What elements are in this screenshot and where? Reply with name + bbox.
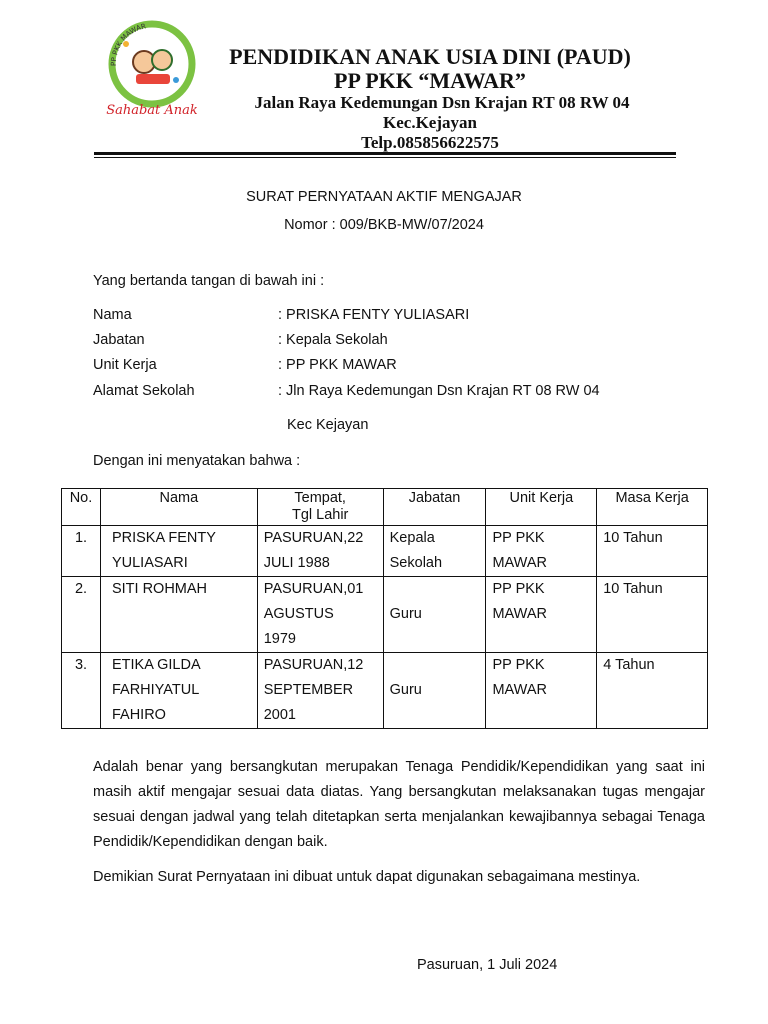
cell-ttl	[257, 653, 383, 729]
field-value-alamat: : Jln Raya Kedemungan Dsn Krajan RT 08 RW 04	[278, 383, 600, 399]
col-header-ttl-line1: Tempat,	[294, 490, 346, 506]
cell-nama-line: YULIASARI	[111, 555, 188, 571]
col-header-masa: Masa Kerja	[597, 489, 708, 526]
address-continuation: Kec Kejayan	[287, 417, 369, 433]
cell-jabatan-line: Sekolah	[389, 555, 443, 571]
col-header-no: No.	[62, 489, 101, 526]
logo-arc-text: PP PKK MAWAR	[109, 22, 147, 67]
letter-title: SURAT PERNYATAAN AKTIF MENGAJAR	[246, 189, 522, 205]
cell-masa: 10 Tahun	[597, 526, 708, 577]
cell-unit	[486, 653, 597, 729]
cell-jabatan	[383, 526, 486, 577]
cell-ttl-line: PASURUAN,12	[263, 657, 364, 673]
cell-ttl-line: 1979	[263, 631, 296, 647]
cell-unit	[486, 577, 597, 653]
col-header-nama: Nama	[100, 489, 257, 526]
header-phone: Telp.085856622575	[361, 133, 499, 152]
col-header-unit: Unit Kerja	[486, 489, 597, 526]
body-paragraph-1: Adalah benar yang bersangkutan merupakan Tenaga Pendidik/Kependidikan yang saat ini masih aktif mengajar sesuai data diatas. Yang bersangkutan melaksanakan tugas mengajar sesuai dengan jadwal yang telah ditetapkan serta menjalankan kewajibannya sebagai Tenaga Pendidik/Kependidikan dengan baik.	[93, 759, 705, 850]
field-label-jabatan: Jabatan	[93, 332, 145, 348]
cell-unit-line: MAWAR	[492, 555, 547, 571]
cell-unit-line: PP PKK	[492, 581, 545, 597]
cell-ttl-line: SEPTEMBER	[263, 682, 354, 698]
cell-ttl-line: AGUSTUS	[263, 606, 334, 622]
cell-masa: 10 Tahun	[597, 577, 708, 653]
header-rule-thick	[94, 152, 676, 155]
cell-unit	[486, 526, 597, 577]
cell-nama-line: SITI ROHMAH	[111, 581, 208, 597]
cell-no: 3.	[62, 653, 101, 729]
field-label-unit: Unit Kerja	[93, 357, 157, 373]
logo-caption: Sahabat Anak	[106, 103, 198, 118]
cell-jabatan: Guru	[383, 653, 486, 729]
cell-nama	[100, 653, 257, 729]
cell-unit-line: MAWAR	[492, 606, 547, 622]
cell-no: 1.	[62, 526, 101, 577]
field-value-unit: : PP PKK MAWAR	[278, 357, 397, 373]
statement-text: Dengan ini menyatakan bahwa :	[93, 453, 301, 469]
cell-unit-line: PP PKK	[492, 657, 545, 673]
table-row	[62, 526, 708, 577]
cell-ttl	[257, 577, 383, 653]
cell-no: 2.	[62, 577, 101, 653]
cell-nama-line: FARHIYATUL	[111, 682, 200, 698]
letter-number: Nomor : 009/BKB-MW/07/2024	[284, 217, 484, 233]
field-value-nama: : PRISKA FENTY YULIASARI	[278, 307, 470, 323]
cell-ttl-line: PASURUAN,22	[263, 530, 364, 546]
col-header-ttl	[257, 489, 383, 526]
cell-ttl-line: PASURUAN,01	[263, 581, 364, 597]
cell-ttl-line: JULI 1988	[263, 555, 330, 571]
place-date: Pasuruan, 1 Juli 2024	[417, 957, 558, 973]
intro-text: Yang bertanda tangan di bawah ini :	[93, 273, 325, 289]
table-row	[62, 577, 708, 653]
table-row	[62, 653, 708, 729]
field-label-nama: Nama	[93, 307, 132, 323]
teacher-table	[61, 488, 708, 729]
header-rule-thin	[94, 157, 676, 158]
header-district: Kec.Kejayan	[383, 113, 477, 132]
table-header-row	[62, 489, 708, 526]
cell-ttl	[257, 526, 383, 577]
cell-unit-line: MAWAR	[492, 682, 547, 698]
cell-nama-line: PRISKA FENTY	[111, 530, 216, 546]
col-header-ttl-line2: Tgl Lahir	[291, 507, 349, 523]
cell-ttl-line: 2001	[263, 707, 296, 723]
body-paragraph-2: Demikian Surat Pernyataan ini dibuat untuk dapat digunakan sebagaimana mestinya.	[93, 869, 641, 885]
header-line1: PENDIDIKAN ANAK USIA DINI (PAUD)	[229, 44, 631, 69]
cell-jabatan-line: Kepala	[389, 530, 435, 546]
header-address: Jalan Raya Kedemungan Dsn Krajan RT 08 RW 04	[254, 93, 630, 112]
col-header-jabatan: Jabatan	[383, 489, 486, 526]
cell-nama-line: FAHIRO	[111, 707, 166, 723]
header-line2: PP PKK “MAWAR”	[334, 68, 526, 93]
field-value-jabatan: : Kepala Sekolah	[278, 332, 388, 348]
field-label-alamat: Alamat Sekolah	[93, 383, 195, 399]
cell-jabatan: Guru	[383, 577, 486, 653]
school-logo	[96, 14, 204, 120]
cell-nama	[100, 577, 257, 653]
cell-unit-line: PP PKK	[492, 530, 545, 546]
cell-nama	[100, 526, 257, 577]
cell-nama-line: ETIKA GILDA	[111, 657, 201, 673]
cell-masa: 4 Tahun	[597, 653, 708, 729]
